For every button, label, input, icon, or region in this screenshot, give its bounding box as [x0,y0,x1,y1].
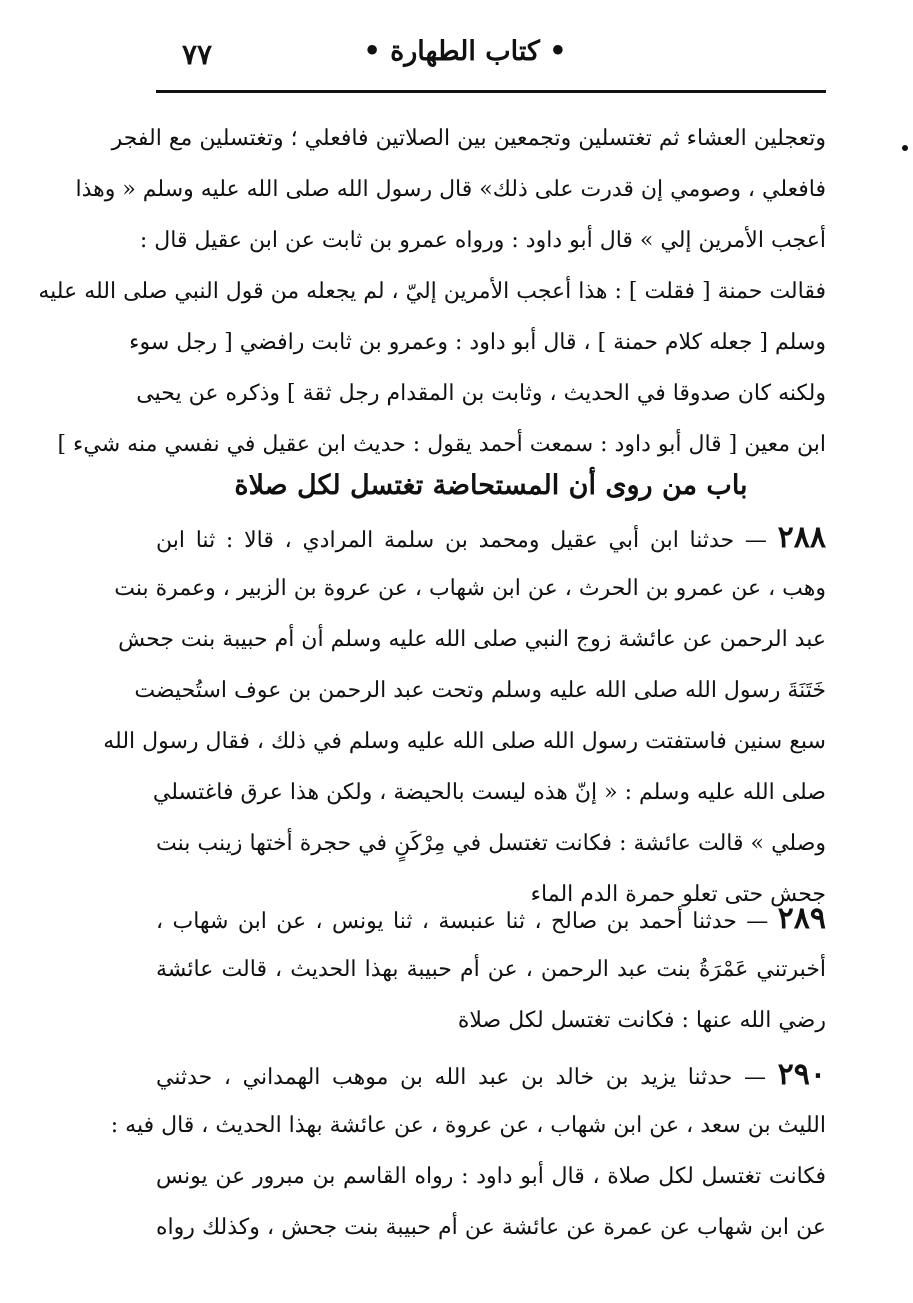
hadith-opening: — حدثنا ابن أبي عقيل ومحمد بن سلمة المرادي ، قالا : ثنا ابن [156,528,767,553]
text-line: عبد الرحمن عن عائشة زوج النبي صلى الله عليه وسلم أن أم حبيبة بنت جحش [118,627,826,652]
hadith-289 [156,893,826,1046]
text-line: ولكنه كان صدوقا في الحديث ، وثابت بن المقدام رجل ثقة ] وذكره عن يحيى [136,381,826,406]
text-line [156,1049,826,1100]
continuation-text [38,113,826,470]
text-line: أخبرتني عَمْرَةُ بنت عبد الرحمن ، عن أم حبيبة بهذا الحديث ، قالت عائشة [156,957,826,982]
text-line: وصلي » قالت عائشة : فكانت تغتسل في مِرْكَنٍ في حجرة أختها زينب بنت [156,831,826,856]
text-line: فكانت تغتسل لكل صلاة ، قال أبو داود : رواه القاسم بن مبرور عن يونس [156,1164,826,1189]
hadith-number: ٢٩٠ [777,1057,826,1092]
hadith-290 [110,1049,826,1253]
hadith-opening: — حدثنا يزيد بن خالد بن عبد الله بن موهب الهمداني ، حدثني [156,1065,767,1090]
text-line: جحش حتى تعلو حمرة الدم الماء [530,882,826,907]
text-line: عن ابن شهاب عن عمرة عن عائشة عن أم حبيبة بنت جحش ، وكذلك رواه [156,1215,826,1240]
text-line: فقالت حمنة [ فقلت ] : هذا أعجب الأمرين إليّ ، لم يجعله من قول النبي صلى الله عليه [38,279,826,304]
margin-dot [902,145,908,151]
text-line: وتعجلين العشاء ثم تغتسلين وتجمعين بين الصلاتين فافعلي ؛ وتغتسلين مع الفجر [111,126,826,151]
text-line: ابن معين [ قال أبو داود : سمعت أحمد يقول : حديث ابن عقيل في نفسي منه شيء ] [57,432,826,457]
text-line: فافعلي ، وصومي إن قدرت على ذلك» قال رسول الله صلى الله عليه وسلم « وهذا [75,177,826,202]
hadith-opening: — حدثنا أحمد بن صالح ، ثنا عنبسة ، ثنا يونس ، عن ابن شهاب ، [156,909,769,934]
page-number: ٧٧ [182,38,213,71]
text-line: سبع سنين فاستفتت رسول الله صلى الله عليه وسلم في ذلك ، فقال رسول الله [103,729,826,754]
running-title: • كتاب الطهارة • [363,36,567,67]
section-heading: باب من روى أن المستحاضة تغتسل لكل صلاة [234,470,748,501]
text-line [156,512,826,563]
hadith-number: ٢٨٨ [777,520,826,555]
text-line: أعجب الأمرين إلي » قال أبو داود : ورواه عمرو بن ثابت عن ابن عقيل قال : [139,228,826,253]
hadith-number: ٢٨٩ [777,901,826,936]
text-line: وهب ، عن عمرو بن الحرث ، عن ابن شهاب ، عن عروة بن الزبير ، وعمرة بنت [114,576,826,601]
header-rule [156,90,826,93]
text-line: وسلم [ جعله كلام حمنة ] ، قال أبو داود : وعمرو بن ثابت رافضي [ رجل سوء [129,330,826,355]
hadith-288 [103,512,826,920]
text-line: الليث بن سعد ، عن ابن شهاب ، عن عروة ، عن عائشة بهذا الحديث ، قال فيه : [110,1113,826,1138]
text-line: صلى الله عليه وسلم : « إنّ هذه ليست بالحيضة ، ولكن هذا عرق فاغتسلي [152,780,826,805]
text-line: رضي الله عنها : فكانت تغتسل لكل صلاة [457,1008,826,1033]
text-line: خَتَنَةَ رسول الله صلى الله عليه وسلم وتحت عبد الرحمن بن عوف استُحيضت [134,678,826,703]
text-line [156,893,826,944]
